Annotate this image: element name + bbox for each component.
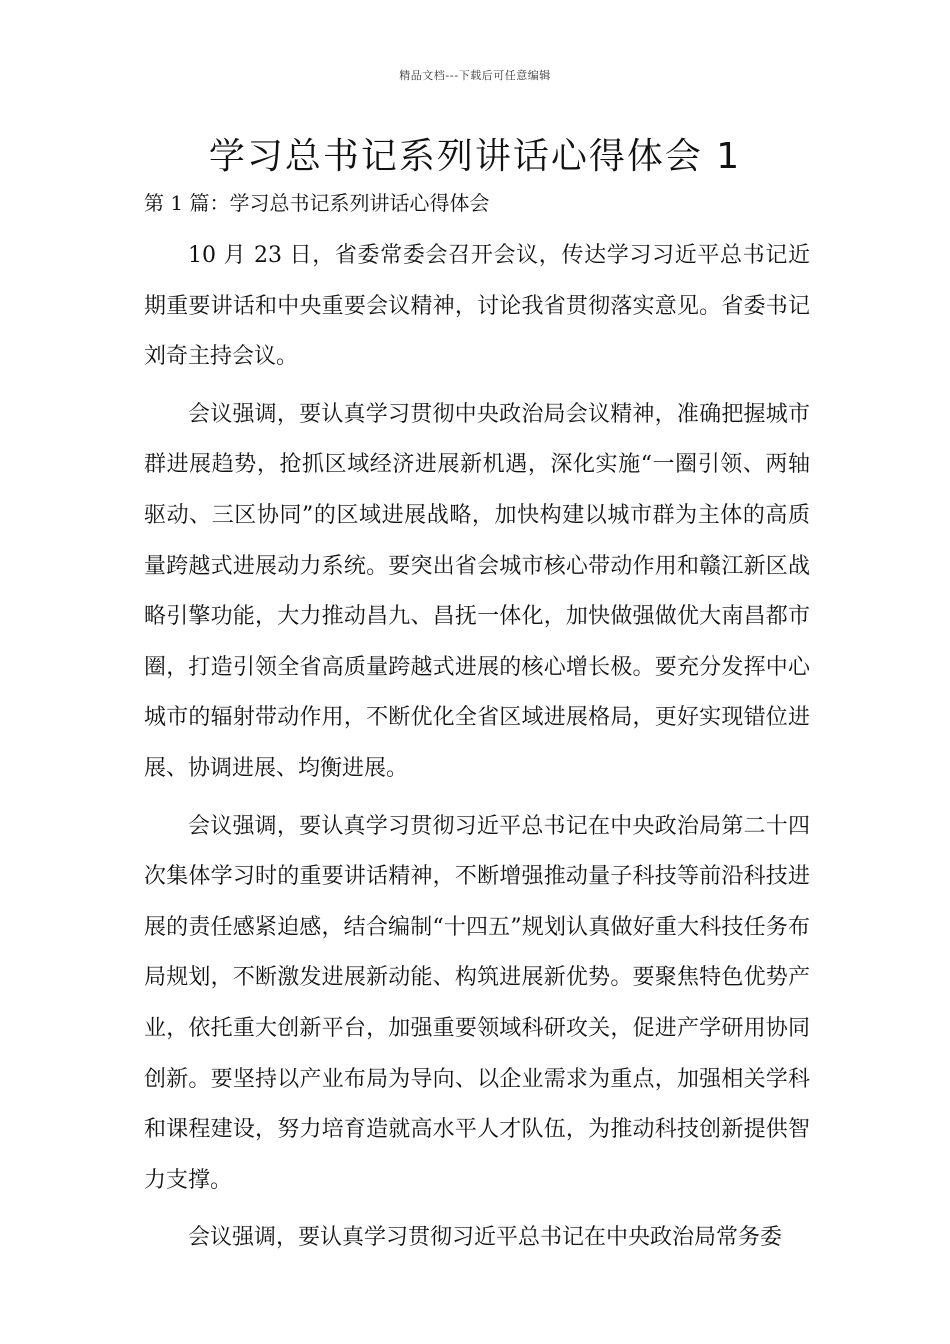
paragraph: 会议强调，要认真学习贯彻习近平总书记在中央政治局第二十四次集体学习时的重要讲话精神，不断增强推动量子科技等前沿科技进展的责任感紧迫感，结合编制“十四五”规划认真做好重大科技任务布局规划，不断激发进展新动能、构筑进展新优势。要聚焦特色优势产业，依托重大创新平台，加强重要领域科研攻关，促进产学研用协同创新。要坚持以产业布局为导向、以企业需求为重点，加强相关学科和课程建设，努力培育造就高水平人才队伍，为推动科技创新提供智力支撑。 — [144, 813, 810, 1193]
document-body — [144, 231, 810, 1271]
header-note: 精品文档---下载后可任意编辑 — [399, 69, 551, 82]
paragraph: 会议强调，要认真学习贯彻中央政治局会议精神，准确把握城市群进展趋势，抢抓区域经济进展新机遇，深化实施“一圈引领、两轴驱动、三区协同”的区域进展战略，加快构建以城市群为主体的高质量跨越式进展动力系统。要突出省会城市核心带动作用和赣江新区战略引擎功能，大力推动昌九、昌抚一体化，加快做强做优大南昌都市圈，打造引领全省高质量跨越式进展的核心增长极。要充分发挥中心城市的辐射带动作用，不断优化全省区域进展格局，更好实现错位进展、协调进展、均衡进展。 — [144, 401, 810, 781]
document-subtitle: 第 1 篇：学习总书记系列讲话心得体会 — [144, 191, 490, 215]
paragraph: 10 月 23 日，省委常委会召开会议，传达学习习近平总书记近期重要讲话和中央重要会议精神，讨论我省贯彻落实意见。省委书记刘奇主持会议。 — [144, 243, 810, 370]
paragraph: 会议强调，要认真学习贯彻习近平总书记在中央政治局常务委 — [188, 1225, 783, 1251]
document-title: 学习总书记系列讲话心得体会 1 — [208, 136, 742, 177]
